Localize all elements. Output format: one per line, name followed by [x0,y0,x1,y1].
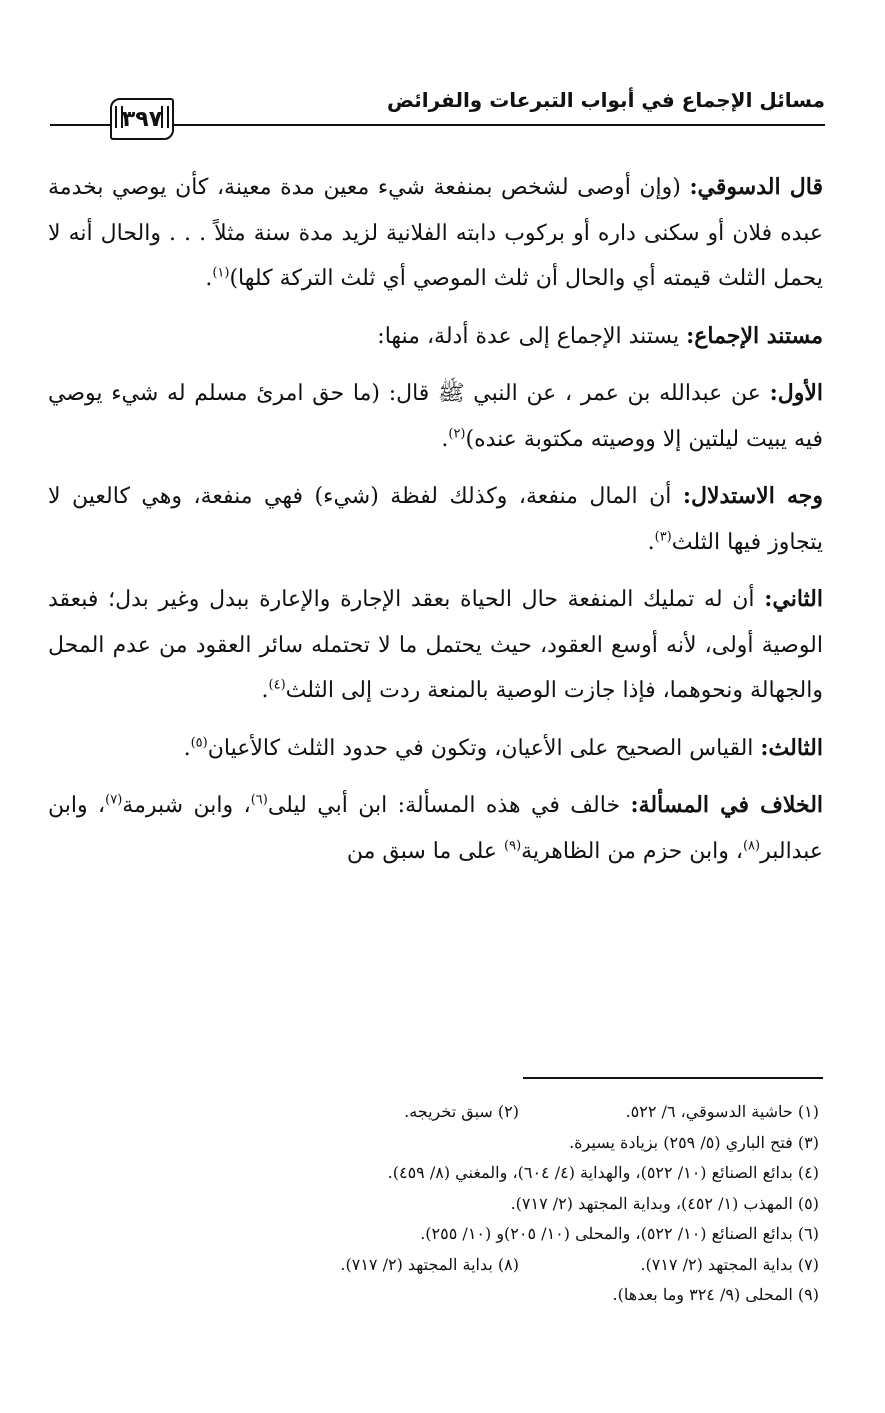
footnote-row [48,1158,819,1189]
footnote-9: (٩) المحلى (٩/ ٣٢٤ وما بعدها). [612,1285,819,1304]
footnote-ref: (٢) [448,426,466,442]
paragraph-label: وجه الاستدلال: [682,483,824,509]
paragraph-label: الثالث: [760,734,823,761]
footnote-8: (٨) بداية المجتهد (٢/ ٧١٧). [340,1254,519,1274]
paragraph-text: أن المال منفعة، وكذلك لفظة (شيء) فهي منفعة، وهي كالعين لا يتجاوز فيها الثلث [48,484,823,555]
footnote-separator [523,1077,823,1079]
footnote-1: (١) حاشية الدسوقي، ٦/ ٥٢٢. [625,1102,819,1121]
paragraph-first [48,371,823,462]
footnote-2: (٢) سبق تخريجه. [404,1102,519,1121]
paragraph-third [48,726,823,772]
page-number: ٣٩٧ [121,106,163,132]
paragraph-end: . [647,529,655,555]
paragraph-mustanad [48,314,823,360]
footnote-row [48,1219,819,1250]
footnote-ref: (٨) [742,838,761,854]
paragraph-label: قال الدسوقي: [689,174,823,200]
paragraph-khilaf [48,783,823,874]
paragraph-istidlal [48,474,823,565]
paragraph-end: . [205,266,213,291]
khilaf-text-1: خالف في هذه المسألة: ابن أبي ليلى [267,793,631,818]
page-header [40,78,825,130]
paragraph-second [48,577,823,714]
paragraph-end: . [183,735,191,761]
footnote-row [48,1128,819,1159]
paragraph-label: الخلاف في المسألة: [630,792,824,818]
khilaf-text-5: على ما سبق من [346,838,505,864]
footnote-7: (٧) بداية المجتهد (٢/ ٧١٧). [640,1254,819,1274]
paragraph-label: مستند الإجماع: [686,322,823,349]
footnote-row [48,1189,819,1220]
paragraph-end: . [441,426,449,452]
footnote-6: (٦) بدائع الصنائع (١٠/ ٥٢٢)، والمحلى (١٠/ ٢٠٥)و (١٠/ ٢٥٥). [420,1224,819,1243]
paragraph-dasuqi [48,165,823,302]
footnote-ref: (٣) [654,529,672,545]
footnote-3: (٣) فتح الباري (٥/ ٢٥٩) بزيادة يسيرة. [569,1132,819,1152]
header-rule-left [50,124,110,126]
paragraph-text: يستند الإجماع إلى عدة أدلة، منها: [377,323,687,349]
main-text [48,165,823,886]
footnote-ref: (١) [212,265,230,281]
footnote-row [48,1280,819,1311]
paragraph-text: (وإن أوصى لشخص بمنفعة شيء معين مدة معينة، كأن يوصي بخدمة عبده فلان أو سكنى داره أو بركوب دابته الفلانية لزيد مدة سنة مثلاً . . . والحال أنه لا يحمل الثلث قيمته أي والحال أن ثلث الموصي أي ثلث التركة كلها) [48,175,823,291]
khilaf-text-2: ، وابن شبرمة [122,793,251,818]
running-title: مسائل الإجماع في أبواب التبرعات والفرائض [386,88,825,112]
footnote-ref: (٩) [504,838,522,854]
paragraph-end: . [261,678,269,703]
footnotes [48,1097,819,1311]
footnote-ref: (٤) [268,677,286,693]
paragraph-text: عن عبدالله بن عمر ، عن النبي ﷺ قال: (ما حق امرئ مسلم له شيء يوصي فيه يبيت ليلتين إلا ووصيته مكتوبة عنده) [48,381,823,452]
page-number-frame [110,98,174,140]
footnote-row [48,1250,819,1281]
khilaf-text-3: ، وابن عبدالبر [48,793,823,864]
footnote-ref: (٦) [250,792,268,808]
paragraph-label: الأول: [769,380,823,406]
paragraph-label: الثاني: [764,586,823,612]
paragraph-text: القياس الصحيح على الأعيان، وتكون في حدود الثلث كالأعيان [207,735,761,761]
footnote-5: (٥) المهذب (١/ ٤٥٢)، وبداية المجتهد (٢/ ٧١٧). [510,1193,819,1213]
header-rule [170,124,825,126]
footnote-ref: (٧) [105,792,123,808]
paragraph-text: أن له تمليك المنفعة حال الحياة بعقد الإجارة والإعارة ببدل وغير بدل؛ فبعقد الوصية أولى، لأنه أوسع العقود، حيث يحتمل ما لا تحتمله سائر العقود من عدم المحل والجهالة ونحوهما، فإذا جازت الوصية بالمنعة ردت إلى الثلث [48,587,823,703]
footnote-4: (٤) بدائع الصنائع (١٠/ ٥٢٢)، والهداية (٤/ ٦٠٤)، والمغني (٨/ ٤٥٩). [387,1163,819,1182]
footnote-ref: (٥) [190,735,208,751]
footnote-row [48,1097,819,1128]
khilaf-text-4: ، وابن حزم من الظاهرية [521,838,743,864]
